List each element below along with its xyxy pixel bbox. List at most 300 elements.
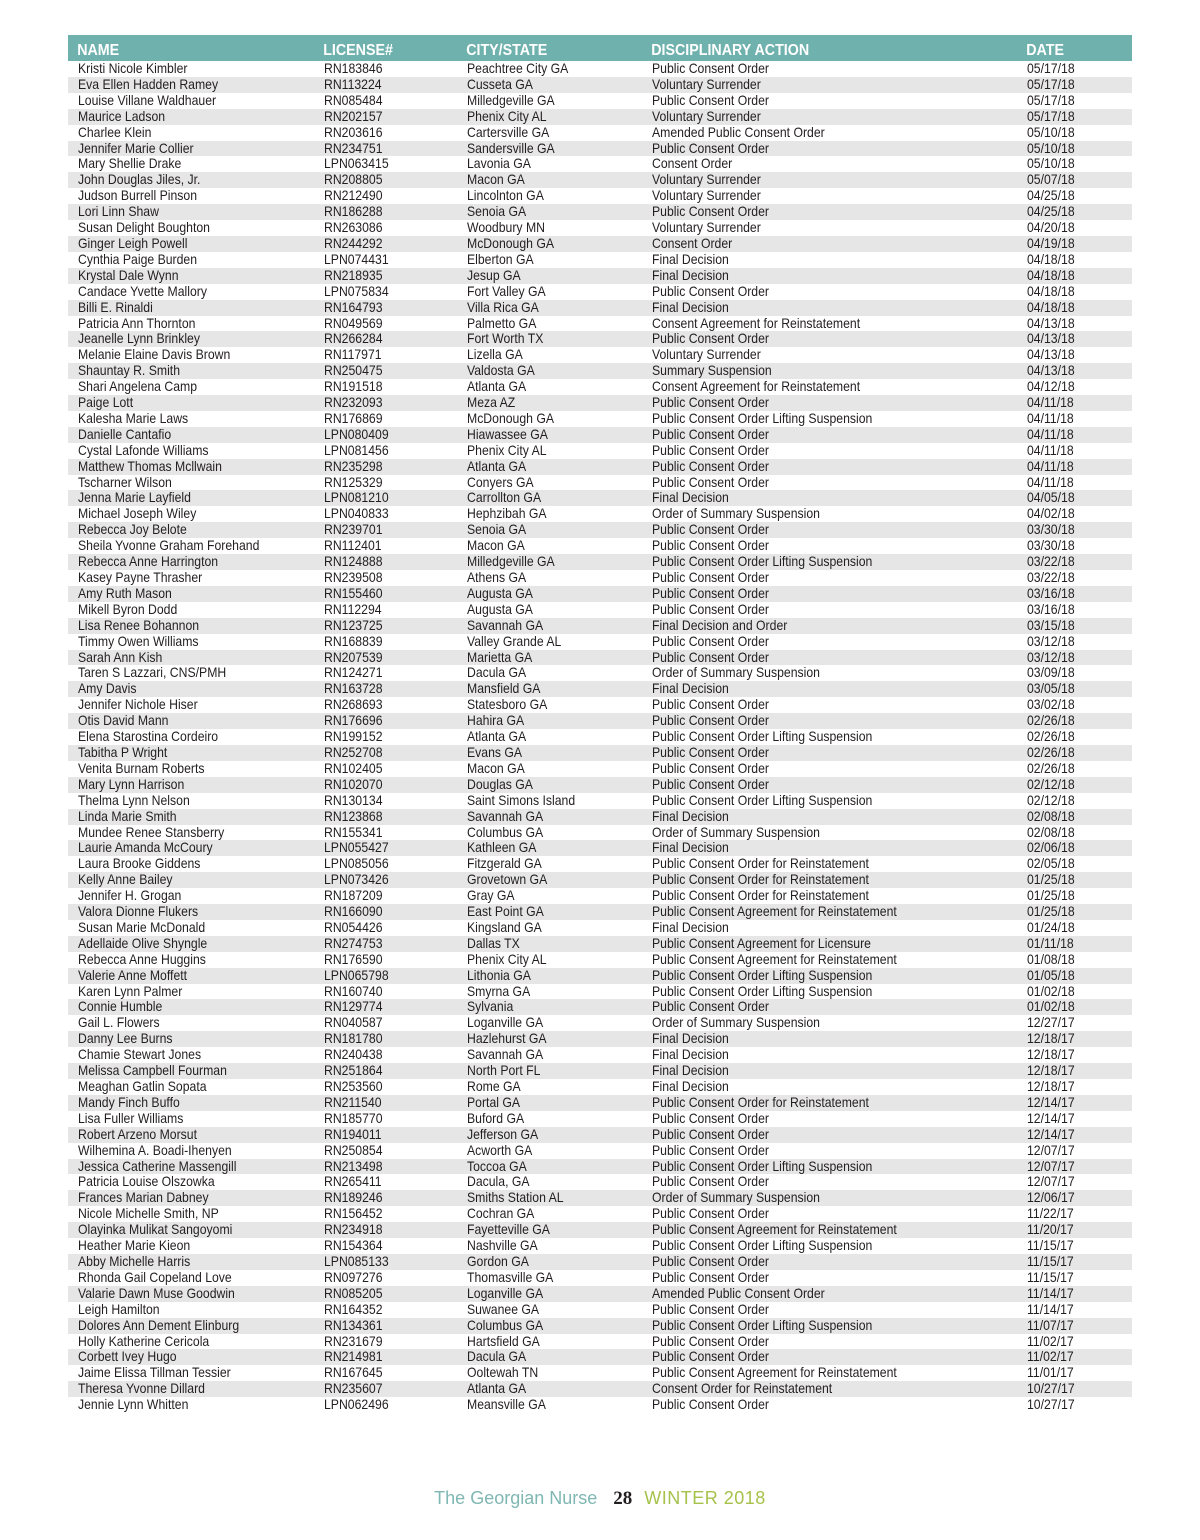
table-body <box>68 61 1132 1413</box>
cell-name <box>68 490 314 506</box>
cell-action <box>642 1190 1017 1206</box>
cell-name-text: Valarie Dawn Muse Goodwin <box>78 1285 235 1301</box>
cell-name-text: Krystal Dale Wynn <box>78 267 179 283</box>
cell-name-text: Abby Michelle Harris <box>78 1253 191 1269</box>
cell-name-text: Lori Linn Shaw <box>78 204 159 220</box>
cell-city-state-text: Marietta GA <box>467 649 533 665</box>
cell-license <box>314 1381 457 1397</box>
cell-name-text: Paige Lott <box>78 395 134 411</box>
table-row <box>68 141 1132 157</box>
cell-license <box>314 936 457 952</box>
cell-city-state <box>457 1349 642 1365</box>
cell-action <box>642 1015 1017 1031</box>
cell-license-text: RN134361 <box>324 1317 383 1333</box>
cell-date-text: 12/18/17 <box>1027 1031 1075 1047</box>
cell-city-state <box>457 761 642 777</box>
cell-action-text: Public Consent Order <box>652 538 769 554</box>
cell-city-state <box>457 156 642 172</box>
cell-action <box>642 1206 1017 1222</box>
cell-date-text: 10/27/17 <box>1027 1397 1075 1413</box>
cell-date-text: 02/12/18 <box>1027 792 1075 808</box>
disciplinary-actions-table <box>68 35 1132 1413</box>
cell-name <box>68 634 314 650</box>
cell-city-state <box>457 793 642 809</box>
cell-date <box>1017 1015 1132 1031</box>
cell-action <box>642 1127 1017 1143</box>
cell-license <box>314 300 457 316</box>
cell-date <box>1017 506 1132 522</box>
cell-name <box>68 1190 314 1206</box>
cell-name-text: Lisa Renee Bohannon <box>78 617 200 633</box>
issue-label: WINTER 2018 <box>644 1488 766 1508</box>
cell-date <box>1017 379 1132 395</box>
cell-date-text: 11/15/17 <box>1027 1253 1074 1269</box>
cell-city-state <box>457 347 642 363</box>
cell-action-text: Public Consent Agreement for Reinstatement <box>652 1222 897 1238</box>
cell-name <box>68 777 314 793</box>
cell-date <box>1017 475 1132 491</box>
cell-date-text: 02/12/18 <box>1027 776 1075 792</box>
cell-date <box>1017 1127 1132 1143</box>
cell-city-state-text: Savannah GA <box>467 808 544 824</box>
cell-name <box>68 475 314 491</box>
cell-name-text: Kasey Payne Thrasher <box>78 570 203 585</box>
cell-date <box>1017 236 1132 252</box>
cell-city-state <box>457 1095 642 1111</box>
cell-name-text: Rebecca Anne Harrington <box>78 554 219 570</box>
cell-action <box>642 522 1017 538</box>
cell-action-text: Public Consent Order <box>652 1397 769 1413</box>
cell-name <box>68 681 314 697</box>
cell-date-text: 12/14/17 <box>1027 1126 1075 1142</box>
cell-action-text: Public Consent Order for Reinstatement <box>652 1094 869 1110</box>
cell-action-text: Public Consent Order <box>652 442 769 458</box>
cell-city-state <box>457 77 642 93</box>
cell-license-text: RN155460 <box>324 585 383 601</box>
cell-license <box>314 1397 457 1413</box>
cell-action-text: Final Decision <box>652 267 729 283</box>
cell-city-state <box>457 475 642 491</box>
cell-city-state <box>457 459 642 475</box>
cell-city-state-text: Sandersville GA <box>467 140 555 156</box>
cell-city-state-text: Cochran GA <box>467 1206 535 1222</box>
cell-license <box>314 1015 457 1031</box>
cell-license-text: RN252708 <box>324 744 383 760</box>
table-row <box>68 331 1132 347</box>
cell-city-state <box>457 1031 642 1047</box>
cell-action <box>642 490 1017 506</box>
cell-city-state-text: Ooltewah TN <box>467 1365 539 1381</box>
cell-action <box>642 268 1017 284</box>
cell-date-text: 12/07/17 <box>1027 1158 1075 1174</box>
table-row <box>68 522 1132 538</box>
cell-city-state <box>457 363 642 379</box>
cell-date <box>1017 1206 1132 1222</box>
cell-license-text: RN164793 <box>324 299 383 315</box>
cell-license <box>314 252 457 268</box>
cell-date <box>1017 459 1132 475</box>
cell-license-text: RN240438 <box>324 1047 383 1063</box>
cell-action-text: Summary Suspension <box>652 363 772 379</box>
cell-license <box>314 1190 457 1206</box>
cell-date-text: 11/14/17 <box>1027 1301 1074 1317</box>
cell-action-text: Consent Order <box>652 156 733 172</box>
cell-city-state <box>457 1143 642 1159</box>
cell-action <box>642 300 1017 316</box>
cell-city-state-text: Augusta GA <box>467 601 533 617</box>
cell-action <box>642 411 1017 427</box>
cell-name <box>68 1286 314 1302</box>
cell-date-text: 03/22/18 <box>1027 570 1075 585</box>
cell-license-text: RN214981 <box>324 1349 383 1365</box>
cell-date <box>1017 936 1132 952</box>
cell-name <box>68 554 314 570</box>
cell-name-text: Lisa Fuller Williams <box>78 1110 184 1126</box>
cell-name-text: Ginger Leigh Powell <box>78 235 188 251</box>
cell-license-text: RN113224 <box>324 76 382 92</box>
cell-city-state-text: Fitzgerald GA <box>467 856 542 872</box>
cell-license <box>314 904 457 920</box>
cell-city-state-text: Phenix City AL <box>467 442 547 458</box>
cell-city-state <box>457 825 642 841</box>
cell-action-text: Public Consent Order <box>652 1206 769 1222</box>
cell-license-text: RN263086 <box>324 220 383 236</box>
cell-city-state <box>457 697 642 713</box>
cell-date <box>1017 809 1132 825</box>
cell-action-text: Public Consent Order Lifting Suspension <box>652 554 873 570</box>
table-row <box>68 1015 1132 1031</box>
table-row <box>68 570 1132 586</box>
cell-name-text: Melissa Campbell Fourman <box>78 1063 227 1079</box>
cell-license <box>314 141 457 157</box>
cell-license-text: RN234918 <box>324 1222 383 1238</box>
table-row <box>68 888 1132 904</box>
cell-city-state <box>457 1318 642 1334</box>
cell-date-text: 10/27/17 <box>1027 1381 1075 1397</box>
cell-action-text: Public Consent Order <box>652 1253 769 1269</box>
cell-action <box>642 125 1017 141</box>
cell-date-text: 05/10/18 <box>1027 156 1075 172</box>
cell-license <box>314 61 457 77</box>
table-row <box>68 475 1132 491</box>
cell-name-text: Mundee Renee Stansberry <box>78 824 225 840</box>
cell-date-text: 12/27/17 <box>1027 1015 1075 1031</box>
cell-city-state <box>457 554 642 570</box>
cell-date-text: 01/25/18 <box>1027 872 1075 888</box>
cell-city-state-text: Hiawassee GA <box>467 426 548 442</box>
table-row <box>68 650 1132 666</box>
cell-name-text: Elena Starostina Cordeiro <box>78 729 219 745</box>
cell-date <box>1017 761 1132 777</box>
cell-city-state-text: Elberton GA <box>467 251 534 267</box>
cell-action-text: Order of Summary Suspension <box>652 1190 820 1206</box>
table-row <box>68 920 1132 936</box>
cell-date-text: 01/24/18 <box>1027 919 1075 935</box>
cell-action <box>642 618 1017 634</box>
table-row <box>68 363 1132 379</box>
cell-name <box>68 188 314 204</box>
cell-action-text: Public Consent Order <box>652 1110 769 1126</box>
cell-name-text: Laura Brooke Giddens <box>78 856 201 872</box>
cell-name <box>68 888 314 904</box>
cell-action <box>642 93 1017 109</box>
cell-action-text: Voluntary Surrender <box>652 347 761 363</box>
cell-action <box>642 1318 1017 1334</box>
cell-date <box>1017 618 1132 634</box>
table-row <box>68 999 1132 1015</box>
cell-action <box>642 443 1017 459</box>
cell-city-state <box>457 506 642 522</box>
cell-name <box>68 77 314 93</box>
table-row <box>68 968 1132 984</box>
cell-license <box>314 1270 457 1286</box>
cell-date-text: 11/20/17 <box>1027 1222 1074 1238</box>
cell-license <box>314 379 457 395</box>
cell-license-text: RN124888 <box>324 554 383 570</box>
cell-date <box>1017 1238 1132 1254</box>
column-header-disciplinary-action: DISCIPLINARY ACTION <box>651 41 810 59</box>
cell-license <box>314 1095 457 1111</box>
cell-license-text: RN203616 <box>324 124 383 140</box>
cell-action <box>642 634 1017 650</box>
cell-license <box>314 427 457 443</box>
cell-city-state <box>457 1270 642 1286</box>
cell-city-state-text: Cusseta GA <box>467 76 533 92</box>
cell-city-state-text: Acworth GA <box>467 1142 533 1158</box>
table-row <box>68 459 1132 475</box>
cell-name <box>68 204 314 220</box>
cell-license-text: RN253560 <box>324 1079 383 1094</box>
cell-name <box>68 745 314 761</box>
cell-action <box>642 109 1017 125</box>
cell-city-state-text: Loganville GA <box>467 1285 544 1301</box>
cell-name <box>68 220 314 236</box>
cell-action <box>642 395 1017 411</box>
cell-name-text: Karen Lynn Palmer <box>78 983 183 999</box>
table-row <box>68 634 1132 650</box>
cell-action <box>642 475 1017 491</box>
cell-license-text: LPN073426 <box>324 872 389 888</box>
table-row <box>68 554 1132 570</box>
cell-action-text: Voluntary Surrender <box>652 108 761 124</box>
cell-city-state <box>457 1047 642 1063</box>
cell-license-text: LPN063415 <box>324 156 389 172</box>
cell-license <box>314 538 457 554</box>
cell-name <box>68 316 314 332</box>
table-row <box>68 236 1132 252</box>
cell-action <box>642 650 1017 666</box>
cell-name-text: Mary Shellie Drake <box>78 156 182 172</box>
cell-license <box>314 1063 457 1079</box>
cell-date-text: 04/11/18 <box>1027 426 1074 442</box>
cell-name <box>68 1365 314 1381</box>
cell-date <box>1017 538 1132 554</box>
cell-city-state <box>457 840 642 856</box>
cell-date <box>1017 681 1132 697</box>
page-number: 28 <box>613 1488 633 1509</box>
cell-date <box>1017 634 1132 650</box>
cell-license <box>314 188 457 204</box>
cell-action <box>642 713 1017 729</box>
cell-city-state <box>457 570 642 586</box>
cell-date-text: 02/26/18 <box>1027 729 1075 745</box>
cell-license <box>314 443 457 459</box>
cell-city-state <box>457 1206 642 1222</box>
cell-city-state-text: Gray GA <box>467 888 515 904</box>
cell-city-state <box>457 904 642 920</box>
cell-action-text: Public Consent Order <box>652 395 769 411</box>
table-row <box>68 125 1132 141</box>
cell-license-text: RN207539 <box>324 649 383 665</box>
cell-date-text: 03/16/18 <box>1027 585 1075 601</box>
cell-license <box>314 1222 457 1238</box>
cell-action-text: Amended Public Consent Order <box>652 1285 825 1301</box>
cell-action-text: Public Consent Agreement for Reinstatement <box>652 951 897 967</box>
cell-action <box>642 1143 1017 1159</box>
cell-city-state <box>457 745 642 761</box>
cell-name-text: Heather Marie Kieon <box>78 1238 191 1254</box>
cell-license <box>314 697 457 713</box>
cell-license-text: RN124271 <box>324 665 383 681</box>
cell-action-text: Public Consent Order <box>652 585 769 601</box>
cell-date <box>1017 1318 1132 1334</box>
cell-date <box>1017 999 1132 1015</box>
cell-action-text: Public Consent Order <box>652 140 769 156</box>
cell-license <box>314 920 457 936</box>
cell-name-text: Thelma Lynn Nelson <box>78 792 190 808</box>
cell-action <box>642 777 1017 793</box>
cell-city-state <box>457 1397 642 1413</box>
cell-name <box>68 1047 314 1063</box>
table-row <box>68 618 1132 634</box>
cell-license <box>314 395 457 411</box>
cell-date-text: 04/05/18 <box>1027 490 1075 506</box>
table-row <box>68 809 1132 825</box>
table-row <box>68 1143 1132 1159</box>
table-row <box>68 1063 1132 1079</box>
cell-city-state-text: Cartersville GA <box>467 124 550 140</box>
cell-name <box>68 284 314 300</box>
cell-license <box>314 793 457 809</box>
cell-name <box>68 713 314 729</box>
cell-date <box>1017 872 1132 888</box>
cell-date <box>1017 363 1132 379</box>
cell-city-state <box>457 1254 642 1270</box>
table-row <box>68 1190 1132 1206</box>
cell-action-text: Order of Summary Suspension <box>652 665 820 681</box>
cell-city-state-text: Dallas TX <box>467 935 520 951</box>
cell-date <box>1017 840 1132 856</box>
cell-license-text: RN250475 <box>324 363 383 379</box>
cell-action-text: Public Consent Order <box>652 61 769 76</box>
cell-action-text: Final Decision <box>652 840 729 856</box>
cell-action <box>642 1111 1017 1127</box>
cell-city-state-text: McDonough GA <box>467 410 555 426</box>
cell-city-state-text: Hartsfield GA <box>467 1333 540 1349</box>
cell-name-text: Sarah Ann Kish <box>78 649 163 665</box>
table-row <box>68 952 1132 968</box>
cell-city-state-text: Lincolnton GA <box>467 188 544 204</box>
cell-license <box>314 745 457 761</box>
cell-city-state <box>457 93 642 109</box>
cell-date-text: 03/05/18 <box>1027 681 1075 697</box>
cell-license-text: LPN062496 <box>324 1397 389 1413</box>
cell-action <box>642 61 1017 77</box>
cell-city-state-text: Villa Rica GA <box>467 299 539 315</box>
cell-name-text: Eva Ellen Hadden Ramey <box>78 76 219 92</box>
cell-action <box>642 236 1017 252</box>
cell-name-text: Robert Arzeno Morsut <box>78 1126 198 1142</box>
cell-city-state <box>457 141 642 157</box>
cell-date-text: 11/02/17 <box>1027 1333 1074 1349</box>
cell-license <box>314 729 457 745</box>
cell-date <box>1017 1381 1132 1397</box>
cell-city-state <box>457 188 642 204</box>
cell-license-text: RN166090 <box>324 904 383 920</box>
cell-action-text: Public Consent Order <box>652 649 769 665</box>
cell-name-text: Jennifer Marie Collier <box>78 140 194 156</box>
cell-license <box>314 236 457 252</box>
cell-date <box>1017 1334 1132 1350</box>
cell-action-text: Public Consent Order Lifting Suspension <box>652 967 873 983</box>
cell-license-text: RN085484 <box>324 92 383 108</box>
cell-date <box>1017 1222 1132 1238</box>
cell-date <box>1017 284 1132 300</box>
cell-date <box>1017 1286 1132 1302</box>
cell-date <box>1017 1111 1132 1127</box>
table-row <box>68 188 1132 204</box>
cell-city-state <box>457 984 642 1000</box>
cell-action <box>642 1397 1017 1413</box>
cell-name-text: Jenna Marie Layfield <box>78 490 191 506</box>
cell-name <box>68 61 314 77</box>
cell-license <box>314 888 457 904</box>
cell-name <box>68 856 314 872</box>
cell-city-state <box>457 204 642 220</box>
cell-license-text: RN202157 <box>324 108 383 124</box>
cell-city-state-text: Atlanta GA <box>467 379 527 395</box>
cell-license <box>314 809 457 825</box>
cell-license-text: LPN081456 <box>324 442 389 458</box>
cell-date-text: 02/26/18 <box>1027 760 1075 776</box>
cell-license-text: LPN085133 <box>324 1253 389 1269</box>
cell-action <box>642 602 1017 618</box>
cell-city-state <box>457 809 642 825</box>
cell-name <box>68 93 314 109</box>
cell-date-text: 04/11/18 <box>1027 442 1074 458</box>
cell-action <box>642 284 1017 300</box>
column-header-date: DATE <box>1026 41 1064 59</box>
cell-action <box>642 1286 1017 1302</box>
cell-city-state <box>457 650 642 666</box>
cell-city-state-text: Senoia GA <box>467 522 527 538</box>
cell-date <box>1017 968 1132 984</box>
cell-city-state <box>457 936 642 952</box>
cell-license-text: RN232093 <box>324 395 383 411</box>
cell-name <box>68 904 314 920</box>
cell-date <box>1017 1270 1132 1286</box>
cell-license <box>314 618 457 634</box>
cell-name-text: Otis David Mann <box>78 713 169 729</box>
cell-city-state <box>457 252 642 268</box>
cell-license-text: RN156452 <box>324 1206 383 1222</box>
cell-name-text: Melanie Elaine Davis Brown <box>78 347 231 363</box>
cell-city-state-text: Lavonia GA <box>467 156 531 172</box>
cell-name <box>68 506 314 522</box>
table-header <box>68 35 1132 61</box>
cell-action-text: Consent Order <box>652 235 733 251</box>
cell-action-text: Order of Summary Suspension <box>652 506 820 522</box>
